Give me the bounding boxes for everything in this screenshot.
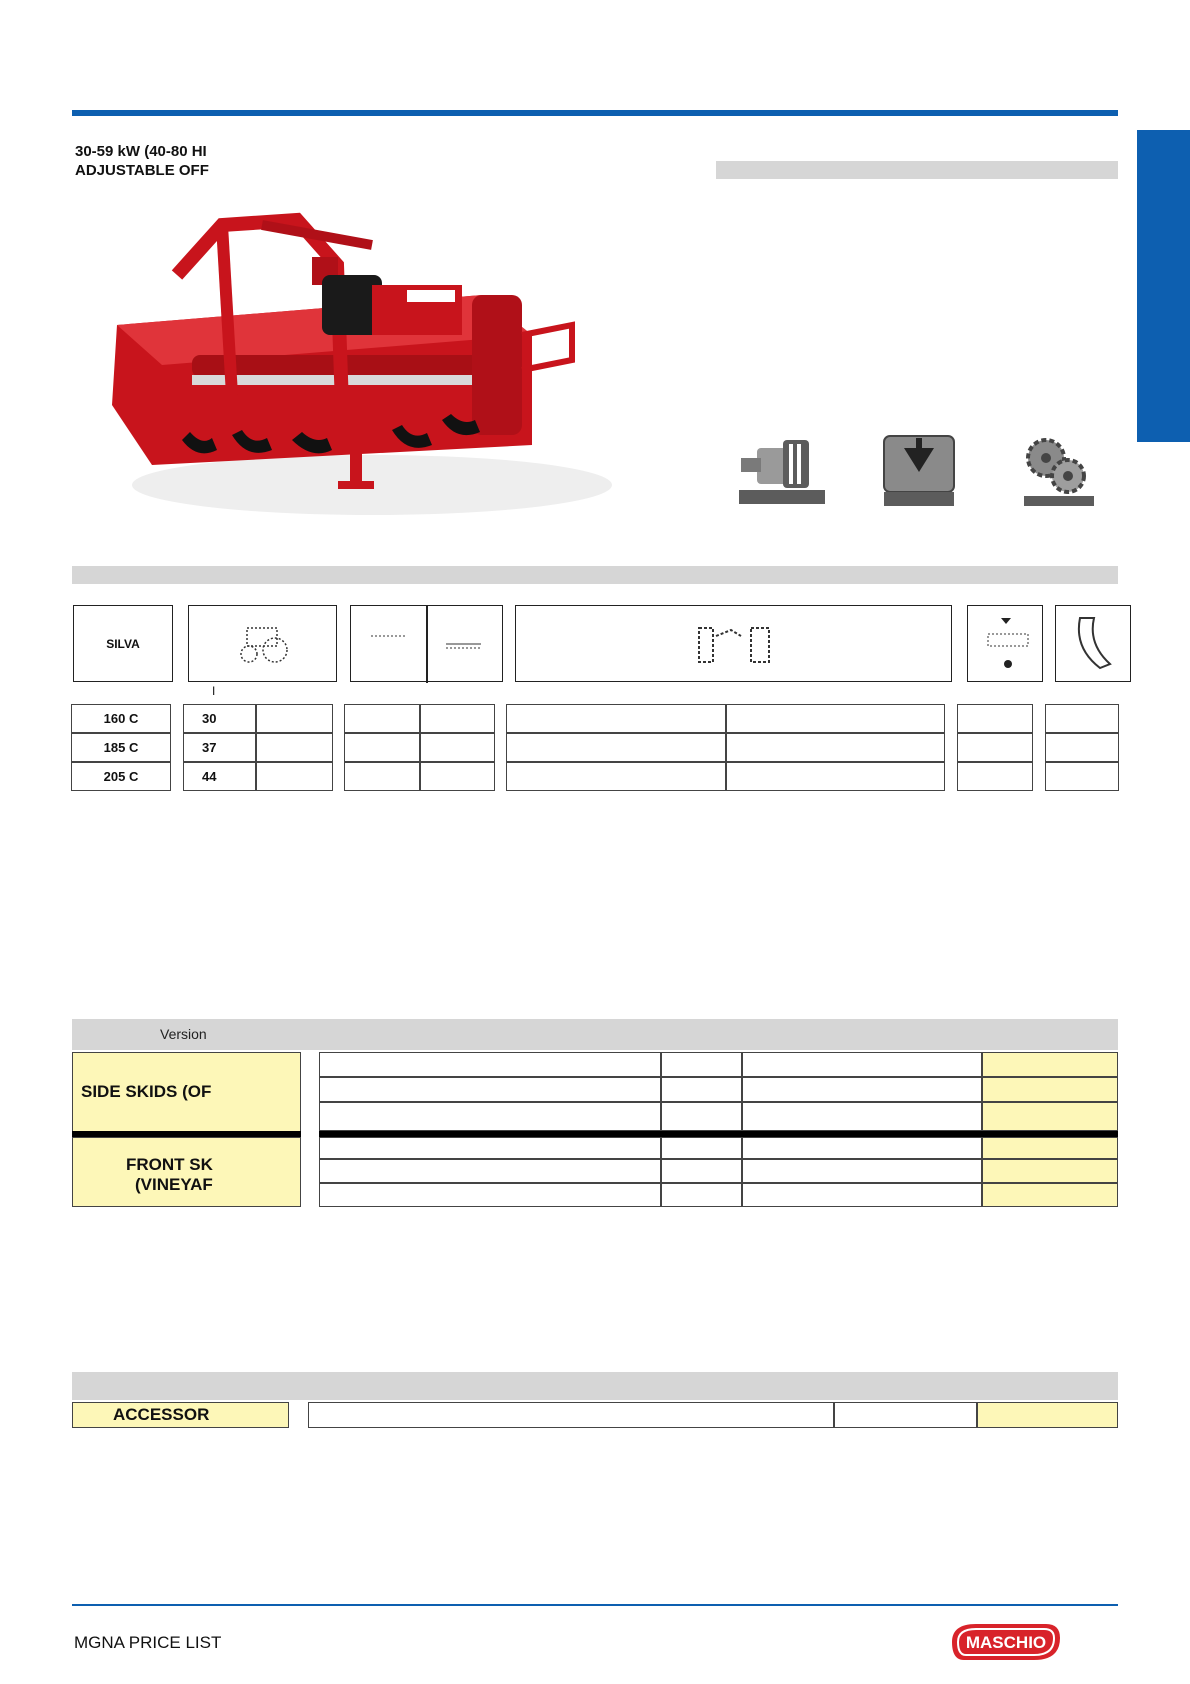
power-160c xyxy=(183,704,256,733)
cell xyxy=(319,1137,661,1159)
cell xyxy=(344,733,420,762)
cell xyxy=(742,1183,982,1207)
weight-icon-box xyxy=(967,605,1043,682)
cell xyxy=(957,733,1033,762)
width-icon xyxy=(351,606,504,683)
price-cell xyxy=(982,1183,1118,1207)
power-value: 37 xyxy=(202,740,217,755)
headline-power: 30-59 kW (40-80 HI xyxy=(75,143,207,160)
cell xyxy=(742,1077,982,1102)
description-header-bar xyxy=(716,161,1118,179)
cell xyxy=(506,762,726,791)
model-160c: 160 C xyxy=(71,704,171,733)
options-header-bar xyxy=(72,1019,1118,1050)
cell xyxy=(256,704,333,733)
cell xyxy=(1045,704,1119,733)
cell xyxy=(661,1137,742,1159)
cell xyxy=(319,1183,661,1207)
cell xyxy=(661,1077,742,1102)
price-cell xyxy=(982,1052,1118,1077)
tractor-icon xyxy=(189,606,338,683)
price-cell xyxy=(977,1402,1118,1428)
rotor-icon xyxy=(516,606,953,683)
cell xyxy=(834,1402,977,1428)
model-205c: 205 C xyxy=(71,762,171,791)
model-185c: 185 C xyxy=(71,733,171,762)
power-value: 44 xyxy=(202,769,217,784)
cell xyxy=(742,1159,982,1183)
logo-text: MASCHIO xyxy=(965,1633,1047,1652)
cell xyxy=(506,733,726,762)
dimension-icon-box xyxy=(350,605,503,682)
tractor-icon-box xyxy=(188,605,337,682)
cell xyxy=(420,704,495,733)
cell xyxy=(1045,762,1119,791)
cell xyxy=(319,1077,661,1102)
cone-seal-icon xyxy=(874,430,964,510)
cell xyxy=(726,733,945,762)
accessories-text: ACCESSOR xyxy=(113,1405,210,1424)
bottom-rule xyxy=(72,1604,1118,1606)
cell xyxy=(661,1183,742,1207)
cell xyxy=(506,704,726,733)
cell xyxy=(344,704,420,733)
gear-drive-icon xyxy=(1012,430,1102,510)
blade-icon xyxy=(1056,606,1132,683)
cell xyxy=(742,1052,982,1077)
cell xyxy=(319,1159,661,1183)
cell xyxy=(742,1102,982,1131)
model-header: SILVA xyxy=(73,605,173,682)
cell xyxy=(726,704,945,733)
top-rule xyxy=(72,110,1118,116)
cell xyxy=(957,704,1033,733)
cell xyxy=(420,733,495,762)
price-cell xyxy=(982,1102,1118,1131)
sub-label: I xyxy=(212,684,216,698)
cell xyxy=(256,733,333,762)
weight-icon xyxy=(968,606,1044,683)
cell xyxy=(256,762,333,791)
power-185c xyxy=(183,733,256,762)
accessories-label xyxy=(72,1402,289,1428)
cell xyxy=(726,762,945,791)
rotor-icon-box xyxy=(515,605,952,682)
accessories-header-bar xyxy=(72,1372,1118,1400)
price-cell xyxy=(982,1159,1118,1183)
side-skids-label xyxy=(72,1052,301,1132)
cell xyxy=(661,1052,742,1077)
cell xyxy=(319,1052,661,1077)
blade-icon-box xyxy=(1055,605,1131,682)
front-skids-label xyxy=(72,1137,301,1207)
price-cell xyxy=(982,1137,1118,1159)
cell xyxy=(344,762,420,791)
footer-text: MGNA PRICE LIST xyxy=(74,1633,222,1652)
cell xyxy=(957,762,1033,791)
cell xyxy=(661,1159,742,1183)
spec-header-bar xyxy=(72,566,1118,584)
power-value: 30 xyxy=(202,711,217,726)
cell xyxy=(420,762,495,791)
slip-clutch-icon xyxy=(737,430,827,510)
headline-offset: ADJUSTABLE OFF xyxy=(75,162,209,179)
front-skids-line2: (VINEYAF xyxy=(135,1175,213,1194)
cell xyxy=(1045,733,1119,762)
side-tab xyxy=(1137,130,1190,442)
front-skids-line1: FRONT SK xyxy=(126,1155,213,1174)
cell xyxy=(742,1137,982,1159)
price-cell xyxy=(982,1077,1118,1102)
maschio-logo xyxy=(946,1620,1064,1664)
power-205c xyxy=(183,762,256,791)
tiller-photo xyxy=(72,185,612,535)
cell xyxy=(308,1402,834,1428)
cell xyxy=(661,1102,742,1131)
side-skids-text: SIDE SKIDS (OF xyxy=(81,1082,212,1101)
cell xyxy=(319,1102,661,1131)
version-label: Version xyxy=(160,1026,207,1042)
